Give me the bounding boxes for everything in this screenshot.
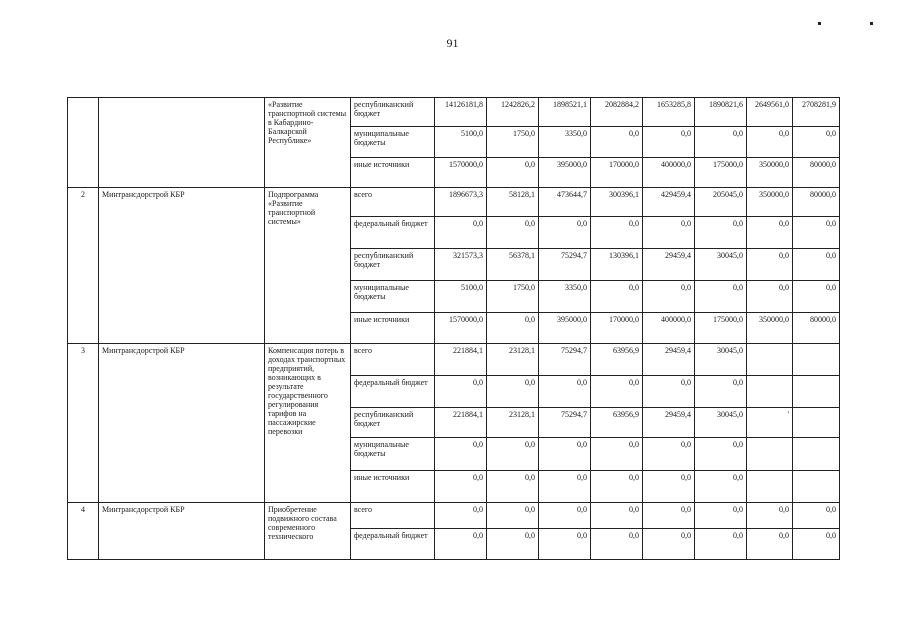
value-cell: 0,0 (793, 281, 840, 313)
value-cell: 0,0 (695, 529, 747, 560)
value-cell: 175000,0 (695, 313, 747, 344)
value-cell: 0,0 (747, 503, 793, 529)
row-number-cell: 2 (68, 188, 99, 344)
value-cell: 14126181,8 (435, 98, 487, 127)
value-cell: 350000,0 (747, 313, 793, 344)
value-cell: 0,0 (487, 503, 539, 529)
value-cell: 170000,0 (591, 158, 643, 188)
value-cell: 0,0 (747, 249, 793, 281)
value-cell: 0,0 (793, 249, 840, 281)
value-cell: 29459,4 (643, 249, 695, 281)
funding-source-cell: всего (351, 344, 435, 376)
value-cell: 0,0 (487, 438, 539, 471)
value-cell: 0,0 (643, 127, 695, 158)
funding-source-cell: иные источники (351, 313, 435, 344)
value-cell: 1750,0 (487, 127, 539, 158)
value-cell: 400000,0 (643, 313, 695, 344)
funding-source-cell: республиканский бюджет (351, 249, 435, 281)
executor-cell: Минтрансдорстрой КБР (99, 344, 265, 503)
value-cell: 0,0 (747, 217, 793, 249)
value-cell: 2082884,2 (591, 98, 643, 127)
value-cell: 0,0 (643, 471, 695, 503)
value-cell: 80000,0 (793, 188, 840, 217)
row-number-cell: 4 (68, 503, 99, 560)
table-row (68, 188, 840, 217)
value-cell: 0,0 (591, 281, 643, 313)
value-cell (793, 438, 840, 471)
program-cell: Приобретение подвижного состава современного технического (265, 503, 351, 560)
value-cell: 1570000,0 (435, 158, 487, 188)
value-cell: 75294,7 (539, 344, 591, 376)
value-cell: 0,0 (643, 529, 695, 560)
value-cell: 350000,0 (747, 188, 793, 217)
value-cell: 0,0 (591, 376, 643, 408)
value-cell: 350000,0 (747, 158, 793, 188)
funding-source-cell: республиканский бюджет (351, 408, 435, 438)
value-cell: 321573,3 (435, 249, 487, 281)
value-cell: 395000,0 (539, 313, 591, 344)
value-cell (747, 344, 793, 376)
scan-mark (818, 22, 821, 25)
program-cell: «Развитие транспортной системы в Кабардино-Балкарской Республике» (265, 98, 351, 188)
value-cell: 5100,0 (435, 281, 487, 313)
value-cell (747, 376, 793, 408)
value-cell: 1653285,8 (643, 98, 695, 127)
page-number: 91 (446, 36, 459, 50)
value-cell: 1898521,1 (539, 98, 591, 127)
value-cell: 0,0 (591, 529, 643, 560)
table-row (68, 344, 840, 376)
value-cell: 0,0 (591, 438, 643, 471)
value-cell: 0,0 (435, 438, 487, 471)
value-cell: 1750,0 (487, 281, 539, 313)
value-cell: 23128,1 (487, 344, 539, 376)
funding-source-cell: федеральный бюджет (351, 529, 435, 560)
value-cell: 0,0 (793, 503, 840, 529)
value-cell: 30045,0 (695, 344, 747, 376)
value-cell: 0,0 (539, 438, 591, 471)
value-cell: 0,0 (539, 376, 591, 408)
value-cell: 80000,0 (793, 158, 840, 188)
executor-cell (99, 98, 265, 188)
value-cell: 473644,7 (539, 188, 591, 217)
value-cell: 63956,9 (591, 408, 643, 438)
executor-cell: Минтрансдорстрой КБР (99, 503, 265, 560)
value-cell: 29459,4 (643, 344, 695, 376)
value-cell (747, 438, 793, 471)
value-cell: 1890821,6 (695, 98, 747, 127)
funding-source-cell: муниципальные бюджеты (351, 438, 435, 471)
value-cell: 1570000,0 (435, 313, 487, 344)
value-cell (793, 376, 840, 408)
row-number-cell: 3 (68, 344, 99, 503)
value-cell (793, 471, 840, 503)
value-cell: 80000,0 (793, 313, 840, 344)
value-cell: 0,0 (695, 438, 747, 471)
value-cell: 0,0 (747, 529, 793, 560)
value-cell: 30045,0 (695, 249, 747, 281)
value-cell: ' (747, 408, 793, 438)
value-cell: 0,0 (695, 127, 747, 158)
value-cell: 400000,0 (643, 158, 695, 188)
value-cell: 0,0 (793, 127, 840, 158)
value-cell: 0,0 (435, 376, 487, 408)
program-cell: Компенсация потерь в доходах транспортных предприятий, возникающих в результате государственного регулирования тарифов на пассажирские перевозки (265, 344, 351, 503)
funding-source-cell: федеральный бюджет (351, 376, 435, 408)
value-cell: 75294,7 (539, 408, 591, 438)
budget-table (67, 97, 840, 560)
value-cell: 0,0 (591, 503, 643, 529)
value-cell: 0,0 (591, 127, 643, 158)
value-cell: 3350,0 (539, 127, 591, 158)
value-cell (747, 471, 793, 503)
value-cell: 0,0 (591, 471, 643, 503)
value-cell: 0,0 (643, 438, 695, 471)
funding-source-cell: иные источники (351, 471, 435, 503)
funding-source-cell: муниципальные бюджеты (351, 127, 435, 158)
value-cell: 221884,1 (435, 408, 487, 438)
value-cell: 29459,4 (643, 408, 695, 438)
value-cell: 0,0 (487, 217, 539, 249)
value-cell: 0,0 (435, 529, 487, 560)
value-cell: 395000,0 (539, 158, 591, 188)
value-cell: 2649561,0 (747, 98, 793, 127)
value-cell: 23128,1 (487, 408, 539, 438)
value-cell: 0,0 (487, 529, 539, 560)
value-cell: 0,0 (643, 217, 695, 249)
value-cell: 30045,0 (695, 408, 747, 438)
funding-source-cell: всего (351, 503, 435, 529)
funding-source-cell: иные источники (351, 158, 435, 188)
value-cell: 58128,1 (487, 188, 539, 217)
value-cell: 0,0 (747, 281, 793, 313)
value-cell: 175000,0 (695, 158, 747, 188)
value-cell: 0,0 (487, 158, 539, 188)
value-cell: 0,0 (695, 281, 747, 313)
value-cell: 0,0 (695, 471, 747, 503)
value-cell: 3350,0 (539, 281, 591, 313)
value-cell: 0,0 (643, 376, 695, 408)
value-cell: 205045,0 (695, 188, 747, 217)
value-cell: 0,0 (435, 503, 487, 529)
program-cell: Подпрограмма «Развитие транспортной системы» (265, 188, 351, 344)
value-cell: 0,0 (695, 376, 747, 408)
value-cell: 429459,4 (643, 188, 695, 217)
value-cell: 0,0 (539, 503, 591, 529)
value-cell: 63956,9 (591, 344, 643, 376)
value-cell: 0,0 (695, 217, 747, 249)
executor-cell: Минтрансдорстрой КБР (99, 188, 265, 344)
value-cell: 0,0 (695, 503, 747, 529)
value-cell: 221884,1 (435, 344, 487, 376)
funding-source-cell: муниципальные бюджеты (351, 281, 435, 313)
funding-source-cell: федеральный бюджет (351, 217, 435, 249)
value-cell: 0,0 (643, 281, 695, 313)
table-row (68, 98, 840, 127)
scan-mark (870, 22, 873, 25)
value-cell: 2708281,9 (793, 98, 840, 127)
value-cell: 1896673,3 (435, 188, 487, 217)
value-cell: 130396,1 (591, 249, 643, 281)
funding-source-cell: всего (351, 188, 435, 217)
value-cell (793, 408, 840, 438)
value-cell: 5100,0 (435, 127, 487, 158)
value-cell: 0,0 (747, 127, 793, 158)
value-cell: 0,0 (793, 217, 840, 249)
value-cell: 75294,7 (539, 249, 591, 281)
value-cell: 0,0 (435, 217, 487, 249)
value-cell: 0,0 (539, 217, 591, 249)
value-cell: 0,0 (539, 529, 591, 560)
value-cell: 0,0 (643, 503, 695, 529)
value-cell: 0,0 (591, 217, 643, 249)
value-cell (793, 344, 840, 376)
value-cell: 0,0 (793, 529, 840, 560)
value-cell: 0,0 (435, 471, 487, 503)
value-cell: 170000,0 (591, 313, 643, 344)
value-cell: 300396,1 (591, 188, 643, 217)
value-cell: 0,0 (539, 471, 591, 503)
value-cell: 0,0 (487, 376, 539, 408)
row-number-cell (68, 98, 99, 188)
value-cell: 56378,1 (487, 249, 539, 281)
value-cell: 1242826,2 (487, 98, 539, 127)
funding-source-cell: республиканский бюджет (351, 98, 435, 127)
value-cell: 0,0 (487, 313, 539, 344)
table-row (68, 503, 840, 529)
value-cell: 0,0 (487, 471, 539, 503)
